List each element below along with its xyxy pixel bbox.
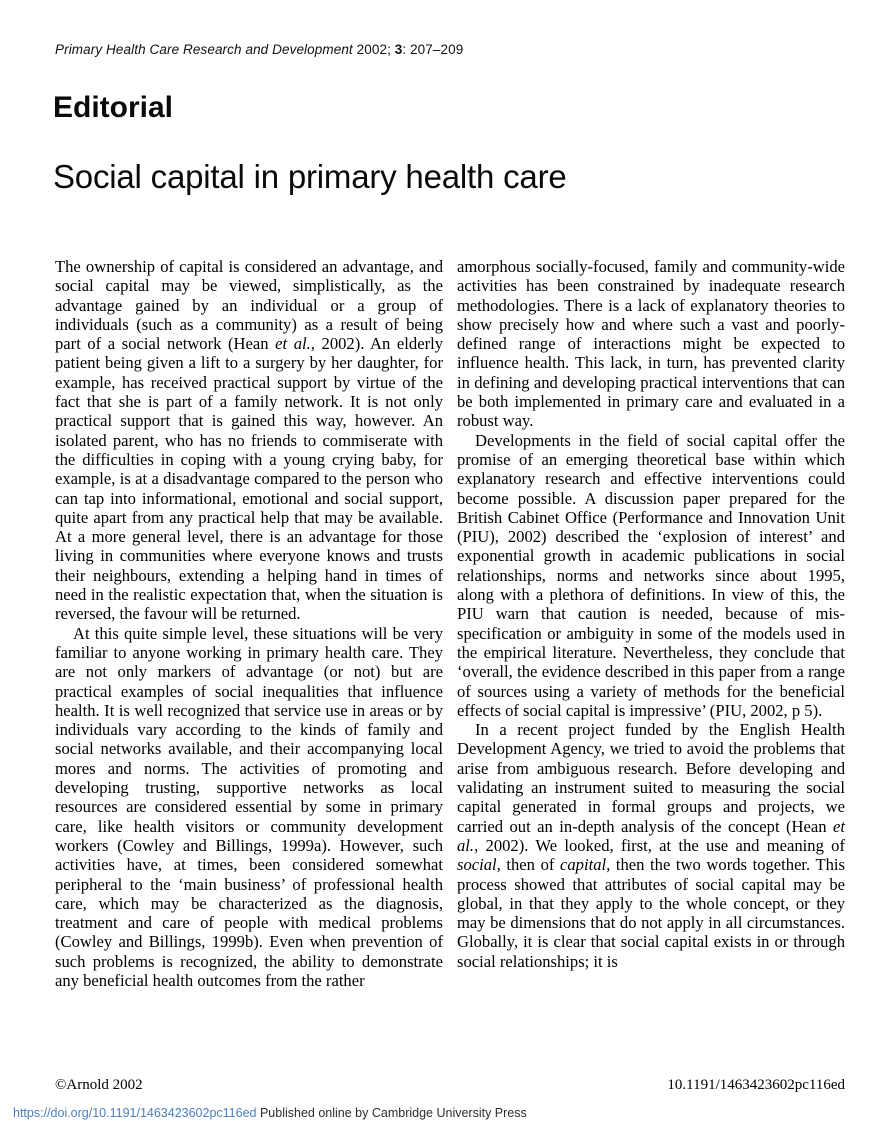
copyright-notice: ©Arnold 2002	[55, 1077, 143, 1093]
article-body	[55, 257, 845, 990]
publisher-note: Published online by Cambridge University Press	[256, 1106, 527, 1120]
paragraph-3: amorphous socially-focused, family and community-wide activities has been constrained by inadequate research methodologies. There is a lack of explanatory theories to show precisely how and where such a vast and poorly-defined range of interactions might be expected to influence health. This lack, in turn, has prevented clarity in defining and developing practical interventions that can be both implemented in primary care and evaluated in a robust way.	[457, 257, 845, 431]
left-column	[55, 257, 443, 990]
doi-link[interactable]: https://doi.org/10.1191/1463423602pc116ed	[13, 1106, 257, 1120]
journal-citation: Primary Health Care Research and Development 2002; 3: 207–209	[55, 42, 464, 57]
paragraph-2: At this quite simple level, these situations will be very familiar to anyone working in primary health care. They are not only markers of advantage (or not) but are practical examples of social inequalities that influence health. It is well recognized that service use in areas or by individuals vary according to the kinds of family and social networks available, and their accompanying local mores and norms. The activities of promoting and developing trusting, supportive networks as local resources are considered essential by some in primary care, like health visitors or community development workers (Cowley and Billings, 1999a). However, such activities have, at times, been considered somewhat peripheral to the ‘main business’ of professional health care, which may be characterized as the diagnosis, treatment and care of people with medical problems (Cowley and Billings, 1999b). Even when prevention of such problems is recognized, the ability to demonstrate any beneficial health outcomes from the rather	[55, 623, 443, 990]
paragraph-1: The ownership of capital is considered an advantage, and social capital may be viewed, simplistically, as the advantage gained by an individual or a group of individuals (such as a community) as a result of being part of a social network (Hean et al., 2002). An elderly patient being given a lift to a surgery by her daughter, for example, has received practical support by virtue of the fact that she is part of a family network. It is not only practical support that is gained this way, however. An isolated parent, who has no friends to commiserate with the difficulties in coping with a young crying baby, for example, is at a disadvantage compared to the person who can tap into informational, emotional and social support, quite apart from any practical help that may be available. At a more general level, there is an advantage for those living in communities where everyone knows and trusts their neighbours, extending a helping hand in times of need in the realistic expectation that, when the situation is reversed, the favour will be returned.	[55, 257, 443, 624]
paragraph-4: Developments in the field of social capital offer the promise of an emerging theoretical base within which explanatory research and effective interventions could become possible. A discussion paper prepared for the British Cabinet Office (Performance and Innovation Unit (PIU), 2002) described the ‘explosion of interest’ and exponential growth in academic publications in social relationships, norms and networks since about 1995, along with a plethora of definitions. In view of this, the PIU warn that caution is needed, because of mis-specification or ambiguity in some of the models used in the empirical literature. Nevertheless, they conclude that ‘overall, the evidence described in this paper from a range of sources using a variety of methods for the beneficial effects of social capital is impressive’ (PIU, 2002, p 5).	[457, 430, 845, 720]
doi-number: 10.1191/1463423602pc116ed	[667, 1077, 845, 1093]
article-title: Social capital in primary health care	[53, 158, 567, 195]
section-label: Editorial	[53, 91, 174, 124]
paragraph-5: In a recent project funded by the English Health Development Agency, we tried to avoid the problems that arise from ambiguous research. Before developing and validating an instrument suited to measuring the social capital generated in formal groups and projects, we carried out an in-depth analysis of the concept (Hean et al., 2002). We looked, first, at the use and meaning of social, then of capital, then the two words together. This process showed that attributes of social capital may be global, in that they apply to the whole concept, or they may be dimensions that do not apply in all circumstances. Globally, it is clear that social capital exists in or through social relationships; it is	[457, 720, 845, 971]
publisher-bar	[13, 1106, 527, 1120]
right-column	[457, 257, 845, 990]
